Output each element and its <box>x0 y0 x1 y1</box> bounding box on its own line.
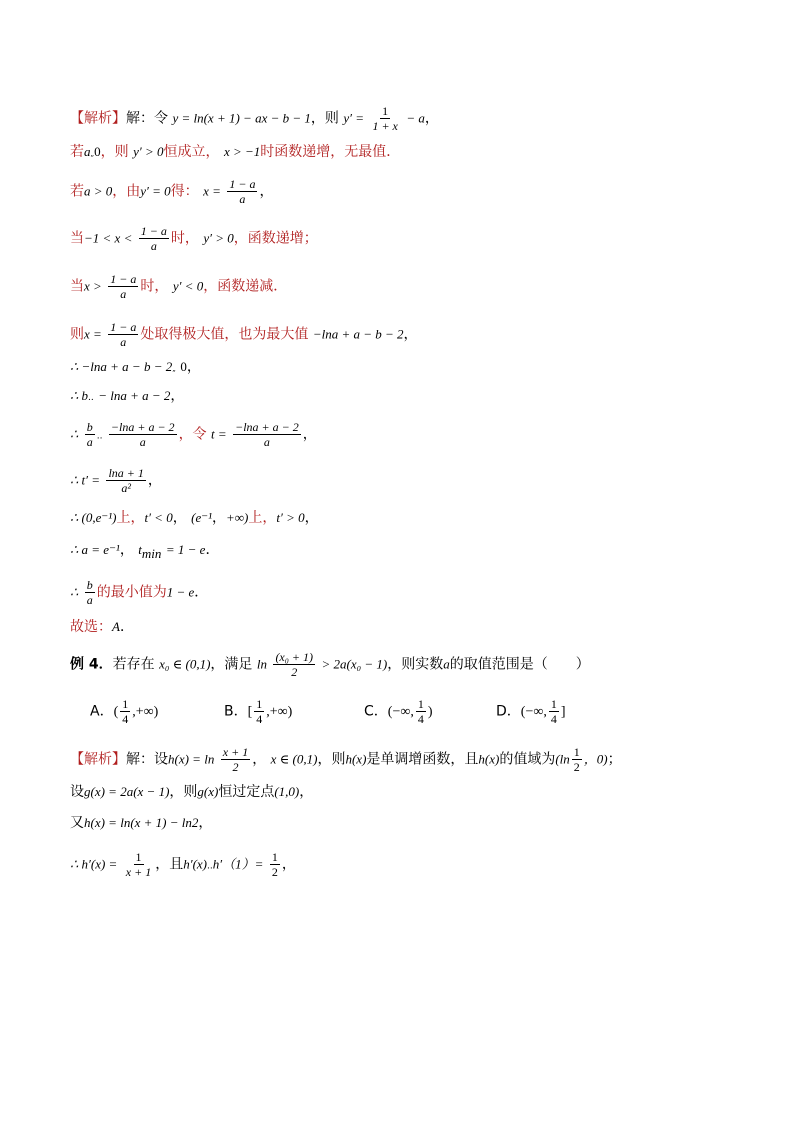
fraction: $\frac{-\ln a + a - 2}{a}$ <box>235 420 299 449</box>
fraction: $\frac{b}{a}$ <box>86 420 93 449</box>
fraction: $\frac{1}{1 + x}$ <box>372 104 398 133</box>
analysis2-line-4: ∴ h′(x) = $\frac{1}{x + 1}$ ，且h′(x)..h′（1）= $\frac{1}{2}$ ， <box>70 850 296 879</box>
option-d[interactable]: D．(−∞, $\frac{1}{4}$ ] <box>496 697 566 726</box>
analysis-line-11: ∴ (0,e⁻¹)上，t′ < 0， (e⁻¹，+∞)上，t′ > 0， <box>70 510 319 526</box>
analysis-line-13: ∴ $\frac{b}{a}$ 的最小值为1 − e． <box>70 578 209 607</box>
analysis-line-9: ∴ $\frac{b}{a}$ .. $\frac{-\ln a + a - 2}{a}$ ，令 t = $\frac{-\ln a + a - 2}{a}$ ， <box>70 420 317 449</box>
analysis2-line-3: 又h(x) = ln(x + 1) − ln2， <box>70 815 213 831</box>
fraction: $\frac{1}{2}$ <box>573 745 580 774</box>
fraction: $\frac{1 - a}{a}$ <box>110 320 137 349</box>
analysis-line-5: 当x > $\frac{1 - a}{a}$ 时， y′ < 0，函数递减． <box>70 272 288 301</box>
analysis2-line-1: 【解析】解：设h(x) = ln $\frac{x + 1}{2}$ ， x ∈ (0,1)，则h(x)是单调增函数，且h(x)的值域为(ln $\frac{1}{2}$ ，0)； <box>70 745 622 774</box>
fraction: $\frac{1}{2}$ <box>271 850 278 879</box>
fraction: $\frac{\text{(x₀ + 1)}}{2}$ <box>275 650 314 679</box>
analysis-line-14: 故选：A． <box>70 619 134 635</box>
fraction: $\frac{\ln a + 1}{\text{a²}}$ <box>108 466 144 495</box>
fraction: $\frac{1 - a}{a}$ <box>110 272 137 301</box>
analysis-line-1: 【解析】解：令 y = ln(x + 1) − ax − b − 1，则 y′ = $\frac{1}{1 + x}$ − a， <box>70 104 439 133</box>
fraction: $\frac{1}{x + 1}$ <box>125 850 152 879</box>
example-label: 例 4． <box>70 656 113 673</box>
example-4-question: 例 4．若存在 x₀ ∈ (0,1)，满足 ln $\frac{\text{(x₀ + 1)}}{2}$ > 2a(x₀ − 1)，则实数a的取值范围是（ ） <box>70 650 590 679</box>
analysis-line-12: ∴ a = e⁻¹， $t_{min} = 1 - e$． <box>70 542 220 561</box>
analysis-label: 【解析】 <box>70 110 126 127</box>
option-b[interactable]: B．[ $\frac{1}{4}$ ,+∞) <box>224 697 293 726</box>
option-a[interactable]: A．( $\frac{1}{4}$ ,+∞) <box>90 697 159 726</box>
analysis-line-6: 则x = $\frac{1 - a}{a}$ 处取得极大值，也为最大值 −lna + a − b − 2， <box>70 320 418 349</box>
option-c[interactable]: C．(−∞, $\frac{1}{4}$ ) <box>364 697 433 726</box>
analysis-line-7: ∴ −lna + a − b − 2„ 0， <box>70 359 201 375</box>
fraction: $\frac{1 - a}{a}$ <box>140 224 167 253</box>
analysis-line-8: ∴ b.. − lna + a − 2， <box>70 388 185 404</box>
analysis-line-4: 当−1 < x < $\frac{1 - a}{a}$ 时， y′ > 0，函数递增； <box>70 224 318 253</box>
analysis-line-10: ∴ t′ = $\frac{\ln a + 1}{\text{a²}}$ ， <box>70 466 162 495</box>
analysis-label: 【解析】 <box>70 751 126 768</box>
analysis2-line-2: 设g(x) = 2a(x − 1)，则g(x)恒过定点(1,0)， <box>70 784 314 800</box>
fraction: $\frac{-\ln a + a - 2}{a}$ <box>110 420 175 449</box>
fraction: $\frac{1 - a}{a}$ <box>229 177 256 206</box>
fraction: $\frac{x + 1}{2}$ <box>222 745 249 774</box>
analysis-line-2: 若a„0，则 y′ > 0恒成立， x > −1时函数递增，无最值． <box>70 144 401 160</box>
fraction: $\frac{b}{a}$ <box>86 578 93 607</box>
analysis-line-3: 若a > 0，由y′ = 0得： x = $\frac{1 - a}{a}$ ， <box>70 177 274 206</box>
